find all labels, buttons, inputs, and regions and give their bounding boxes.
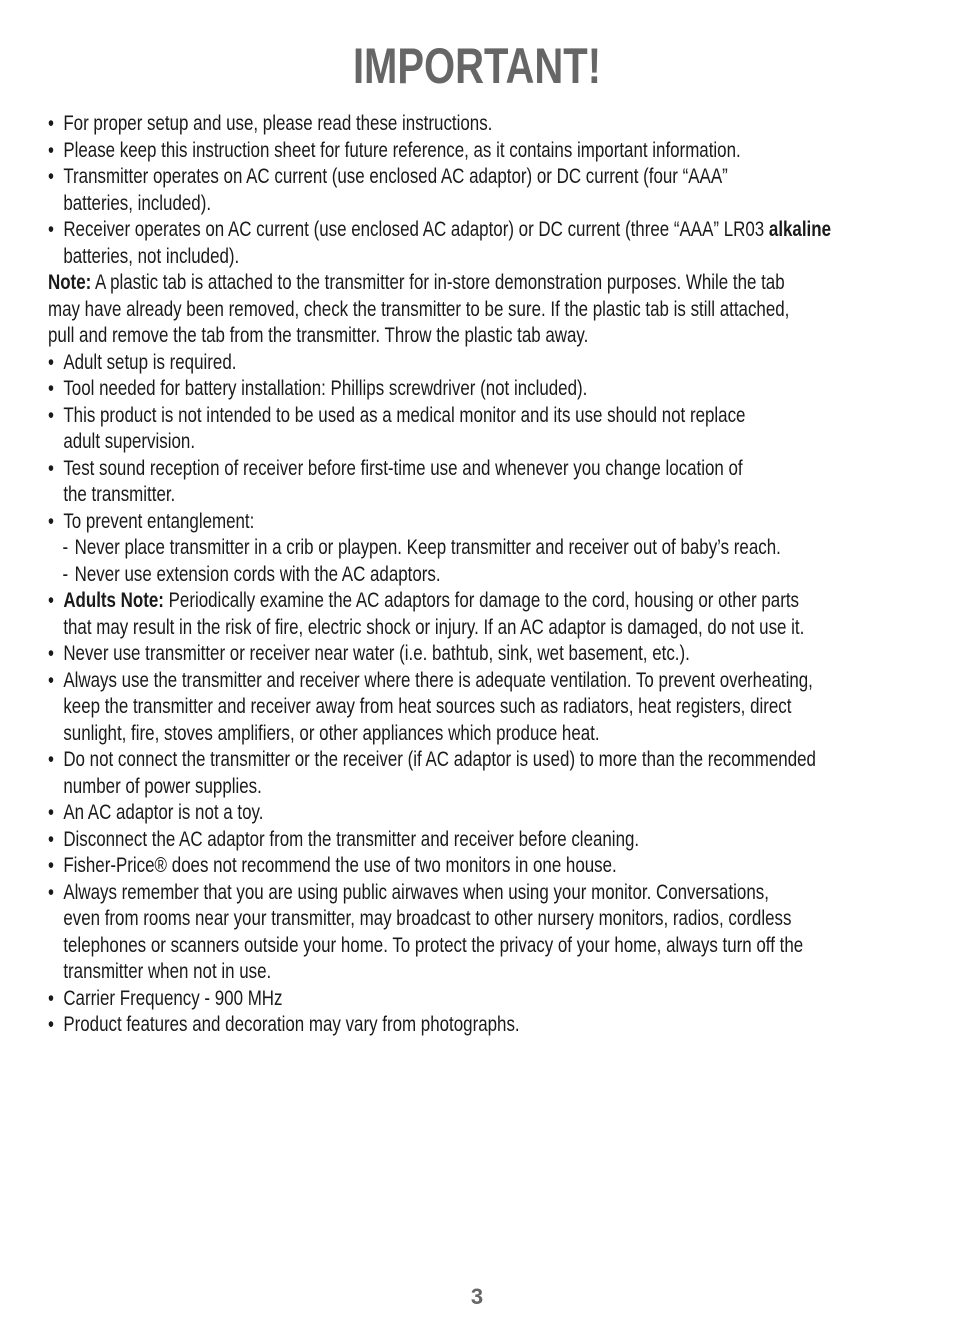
bullet: • xyxy=(48,642,54,665)
list-item xyxy=(48,986,902,1013)
list-item-text: Tool needed for battery installation: Phillips screwdriver (not included). xyxy=(63,377,588,400)
bullet: • xyxy=(48,854,54,877)
note-text: A plastic tab is attached to the transmitter for in-store demonstration purposes. While the tab xyxy=(91,271,785,294)
list-item-line: the transmitter. xyxy=(63,483,176,506)
list-item xyxy=(48,1012,902,1039)
note-block xyxy=(48,270,902,350)
list-item-text: Disconnect the AC adaptor from the transmitter and receiver before cleaning. xyxy=(63,827,640,851)
list-item xyxy=(48,217,902,270)
bullet: • xyxy=(48,880,54,904)
list-item-line: even from rooms near your transmitter, may broadcast to other nursery monitors, radios, cordless xyxy=(63,907,792,930)
list-item xyxy=(48,376,902,403)
sub-list-item xyxy=(48,535,902,562)
list-item-text xyxy=(63,456,902,509)
list-item-line: Always use the transmitter and receiver where there is adequate ventilation. To prevent overheating, xyxy=(63,668,813,692)
bullet: • xyxy=(48,589,54,612)
list-item-line: number of power supplies. xyxy=(63,774,262,798)
list-item-line: telephones or scanners outside your home. To protect the privacy of your home, always turn off the xyxy=(63,933,804,957)
list-item-text: An AC adaptor is not a toy. xyxy=(63,801,264,824)
list-item-line: This product is not intended to be used as a medical monitor and its use should not replace xyxy=(63,403,746,427)
bullet: • xyxy=(48,509,54,533)
bullet: • xyxy=(48,218,54,241)
instructions-body xyxy=(48,111,902,1039)
bullet: • xyxy=(48,801,54,824)
list-item-text xyxy=(63,668,902,748)
list-item xyxy=(48,456,902,509)
bullet: • xyxy=(48,350,54,374)
bullet: • xyxy=(48,1013,54,1036)
list-item-line: Test sound reception of receiver before first-time use and whenever you change location of xyxy=(63,456,743,480)
list-item-text: Fisher-Price® does not recommend the use of two monitors in one house. xyxy=(63,854,617,877)
list-item xyxy=(48,509,902,536)
list-item-text xyxy=(63,880,902,986)
list-item-line xyxy=(63,588,902,615)
text-run: Periodically examine the AC adaptors for damage to the cord, housing or other parts xyxy=(163,589,800,612)
list-item-line: Transmitter operates on AC current (use enclosed AC adaptor) or DC current (four “AAA” xyxy=(63,165,728,188)
list-item-line: keep the transmitter and receiver away from heat sources such as radiators, heat registers, direct xyxy=(63,695,792,718)
note-line xyxy=(48,270,902,297)
list-item-text: To prevent entanglement: xyxy=(63,509,255,533)
list-item xyxy=(48,350,902,377)
text-run: Receiver operates on AC current (use enclosed AC adaptor) or DC current (three “AAA” LR03 xyxy=(63,218,769,241)
list-item xyxy=(48,800,902,827)
list-item xyxy=(48,111,902,138)
bullet: • xyxy=(48,986,54,1010)
list-item xyxy=(48,588,902,641)
list-item-line: batteries, included). xyxy=(63,191,212,215)
sub-list-item-text: Never place transmitter in a crib or playpen. Keep transmitter and receiver out of baby’s reach. xyxy=(74,536,781,559)
list-item-text xyxy=(63,588,902,641)
adults-note-label: Adults Note: xyxy=(63,589,164,612)
list-item-line: sunlight, fire, stoves amplifiers, or other appliances which produce heat. xyxy=(63,721,600,745)
list-item-line xyxy=(63,217,902,244)
sub-list-item xyxy=(48,562,902,589)
dash: - xyxy=(62,562,69,586)
dash: - xyxy=(62,536,69,559)
list-item-text xyxy=(63,403,902,456)
list-item-line: adult supervision. xyxy=(63,430,196,453)
note-line: may have already been removed, check the transmitter to be sure. If the plastic tab is still attached, xyxy=(48,297,790,321)
list-item xyxy=(48,138,902,165)
list-item-text: Product features and decoration may vary from photographs. xyxy=(63,1013,520,1036)
bullet: • xyxy=(48,827,54,851)
list-item xyxy=(48,668,902,748)
list-item-line: that may result in the risk of fire, electric shock or injury. If an AC adaptor is damaged, do not use it. xyxy=(63,615,805,639)
list-item-text xyxy=(63,747,902,800)
list-item-text xyxy=(63,164,902,217)
list-item-text: Adult setup is required. xyxy=(63,350,237,374)
list-item xyxy=(48,641,902,668)
emphasis-alkaline: alkaline xyxy=(768,218,832,241)
list-item-text: Carrier Frequency - 900 MHz xyxy=(63,986,283,1010)
list-item xyxy=(48,827,902,854)
list-item-text: Please keep this instruction sheet for future reference, as it contains important information. xyxy=(63,138,741,162)
list-item-text: For proper setup and use, please read these instructions. xyxy=(63,112,493,135)
list-item-line: batteries, not included). xyxy=(63,244,240,268)
bullet: • xyxy=(48,165,54,188)
list-item xyxy=(48,880,902,986)
bullet: • xyxy=(48,748,54,771)
page-number: 3 xyxy=(470,1284,484,1309)
note-line: pull and remove the tab from the transmitter. Throw the plastic tab away. xyxy=(48,324,589,347)
list-item-line: Do not connect the transmitter or the receiver (if AC adaptor is used) to more than the recommended xyxy=(63,748,816,771)
list-item-line: Always remember that you are using public airwaves when using your monitor. Conversations, xyxy=(63,880,769,904)
page-title: IMPORTANT! xyxy=(352,38,602,94)
bullet: • xyxy=(48,456,54,480)
list-item xyxy=(48,403,902,456)
bullet: • xyxy=(48,403,54,427)
list-item-text: Never use transmitter or receiver near water (i.e. bathtub, sink, wet basement, etc.). xyxy=(63,642,690,665)
list-item-text xyxy=(63,217,902,270)
bullet: • xyxy=(48,138,54,162)
list-item-line: transmitter when not in use. xyxy=(63,960,272,983)
list-item xyxy=(48,747,902,800)
note-label: Note: xyxy=(48,271,92,294)
list-item xyxy=(48,853,902,880)
list-item xyxy=(48,164,902,217)
bullet: • xyxy=(48,377,54,400)
bullet: • xyxy=(48,668,54,692)
sub-list-item-text: Never use extension cords with the AC adaptors. xyxy=(74,562,441,586)
bullet: • xyxy=(48,112,54,135)
